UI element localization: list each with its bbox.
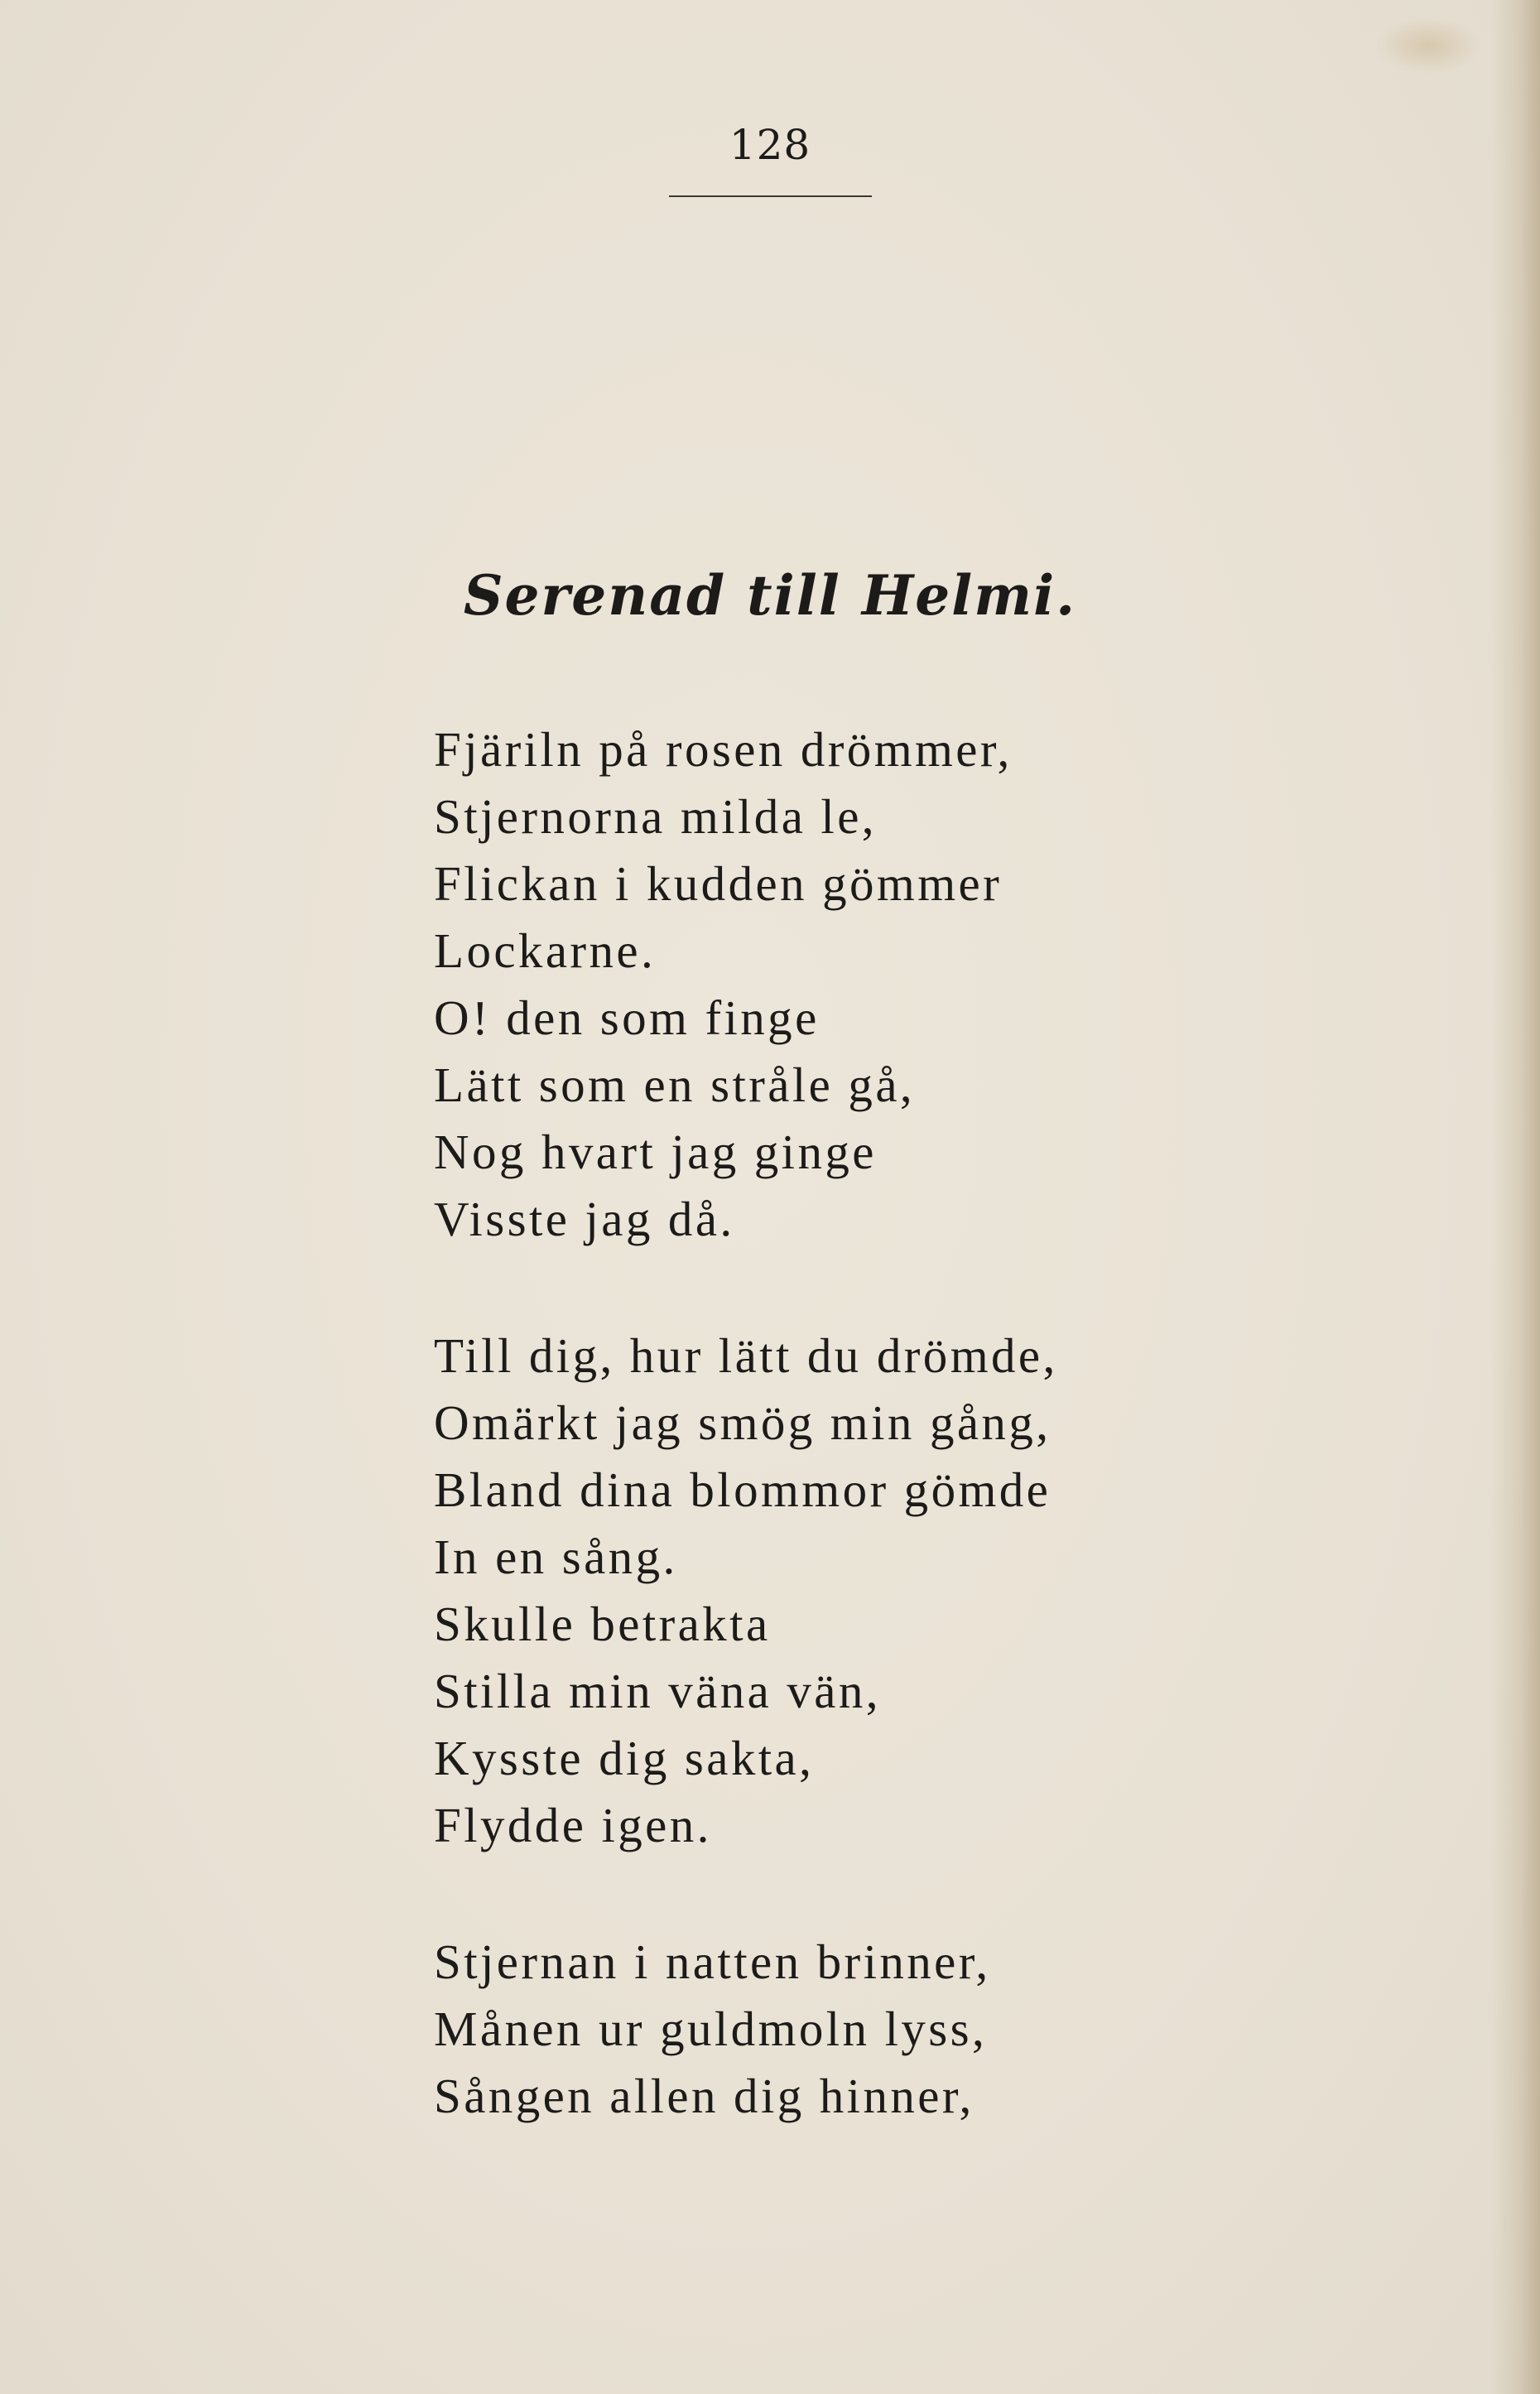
header-rule — [669, 195, 872, 197]
poem-line: In en sång. — [434, 1529, 678, 1584]
poem-line: Omärkt jag smög min gång, — [434, 1395, 1052, 1450]
poem-line: Stilla min väna vän, — [434, 1664, 881, 1718]
poem-line: Nog hvart jag ginge — [434, 1125, 877, 1179]
paper-stain — [1374, 17, 1482, 75]
poem-line: Stjernorna milda le, — [434, 789, 877, 844]
poem-line: Bland dina blommor gömde — [434, 1462, 1052, 1517]
poem-title: Serenad till Helmi. — [463, 563, 1077, 628]
poem-line: Flydde igen. — [434, 1798, 712, 1852]
stanza-1 — [434, 716, 1262, 1253]
poem-line: Visste jag då. — [434, 1192, 735, 1246]
poem-line: Lockarne. — [434, 923, 657, 978]
poem-line: Sången allen dig hinner, — [434, 2069, 975, 2123]
poem-line: Flickan i kudden gömmer — [434, 856, 1003, 911]
poem-line: Lätt som en stråle gå, — [434, 1057, 916, 1112]
poem-line: Kysste dig sakta, — [434, 1731, 815, 1785]
poem-line: Fjäriln på rosen drömmer, — [434, 722, 1013, 777]
poem-line: Skulle betrakta — [434, 1597, 771, 1651]
poem-line: Månen ur guldmoln lyss, — [434, 2001, 988, 2056]
poem-line: Stjernan i natten brinner, — [434, 1934, 991, 1989]
poem-line: O! den som finge — [434, 990, 820, 1045]
stanza-2 — [434, 1322, 1262, 1859]
poem-line: Till dig, hur lätt du drömde, — [434, 1328, 1058, 1383]
page-edge-shadow — [1490, 0, 1540, 2394]
page-number: 128 — [729, 121, 811, 169]
stanza-3 — [434, 1929, 1262, 2130]
